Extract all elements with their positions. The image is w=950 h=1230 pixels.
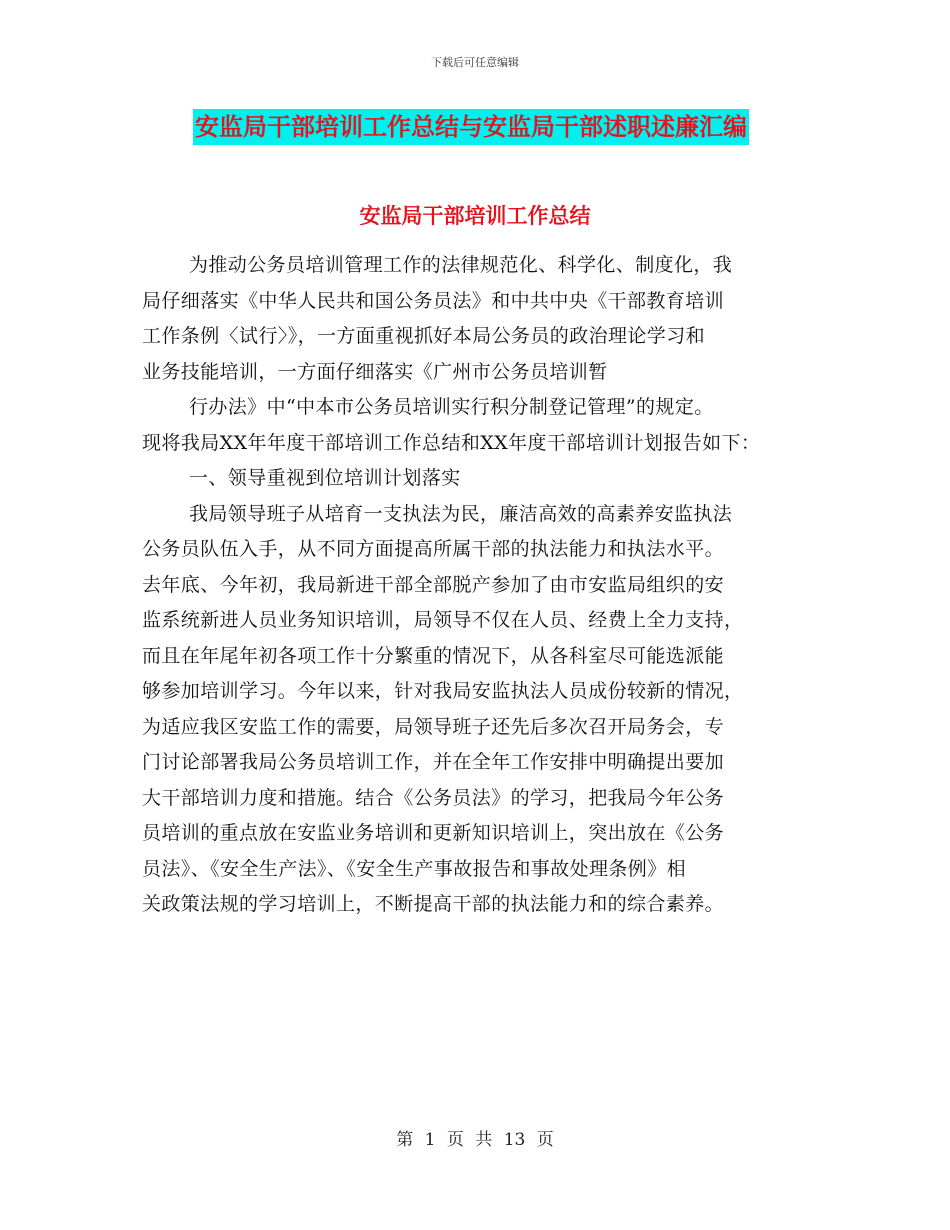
section-heading: 一、领导重视到位培训计划落实 [189, 467, 461, 489]
text-line: 工作条例〈试行〉》，一方面重视抓好本局公务员的政治理论学习和 [142, 325, 706, 347]
text-line: 员法》、《安全生产法》、《安全生产事故报告和事故处理条例》相 [142, 857, 687, 880]
text-line: 为适应我区安监工作的需要，局领导班子还先后多次召开局务会，专 [142, 715, 725, 738]
text-line: 行办法》中“中本市公务员培训实行积分制登记管理”的规定。 [189, 396, 714, 418]
text-line: 监系统新进人员业务知识培训，局领导不仅在人员、经费上全力支持， [142, 609, 744, 631]
section-title: 安监局干部培训工作总结 [359, 204, 591, 228]
text-line: 现将我局XX年年度干部培训工作总结和XX年度干部培训计划报告如下： [142, 431, 761, 454]
text-line: 门讨论部署我局公务员培训工作，并在全年工作安排中明确提出要加 [142, 751, 725, 773]
text-line: 去年底、今年初，我局新进干部全部脱产参加了由市安监局组织的安 [142, 573, 725, 596]
body-text [142, 248, 822, 923]
page-footer: 第 1 页 共 13 页 [396, 1130, 554, 1150]
text-line: 公务员队伍入手，从不同方面提高所属干部的执法能力和执法水平。 [142, 538, 725, 560]
header-note: 下载后可任意编辑 [431, 56, 519, 69]
text-line: 而且在年尾年初各项工作十分繁重的情况下，从各科室尽可能选派能 [142, 644, 725, 667]
text-line: 为推动公务员培训管理工作的法律规范化、科学化、制度化，我 [189, 254, 733, 276]
text-line: 我局领导班子从培育一支执法为民，廉洁高效的高素养安监执法 [189, 502, 733, 525]
text-line: 大干部培训力度和措施。结合《公务员法》的学习，把我局今年公务 [142, 786, 725, 809]
text-line: 员培训的重点放在安监业务培训和更新知识培训上，突出放在《公务 [142, 822, 725, 844]
text-line: 业务技能培训，一方面仔细落实《广州市公务员培训暂 [142, 360, 608, 383]
text-line: 够参加培训学习。今年以来，针对我局安监执法人员成份较新的情况， [142, 680, 744, 702]
main-title: 安监局干部培训工作总结与安监局干部述职述廉汇编 [193, 109, 749, 145]
text-line: 局仔细落实《中华人民共和国公务员法》和中共中央《干部教育培训 [142, 289, 725, 312]
text-line: 关政策法规的学习培训上，不断提高干部的执法能力和的综合素养。 [142, 893, 725, 915]
